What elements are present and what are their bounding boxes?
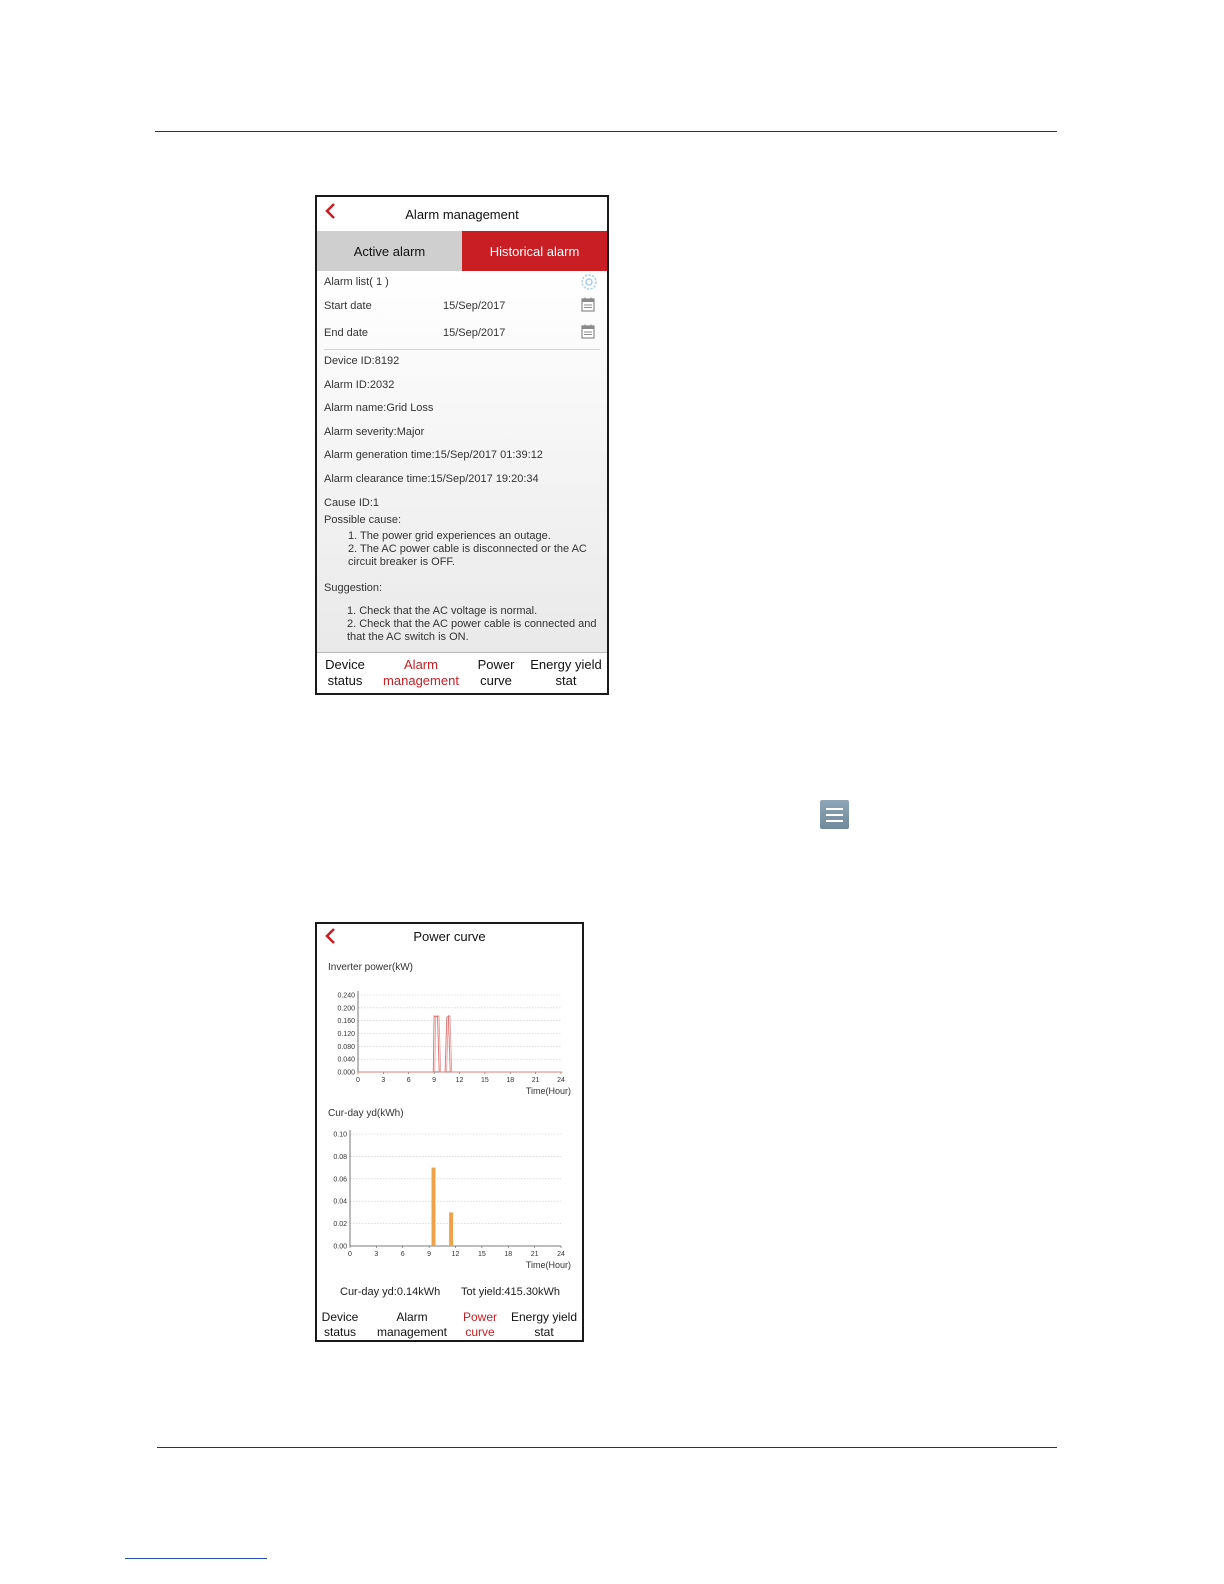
end-date-label: End date: [324, 327, 369, 339]
nav-energy-yield-stat[interactable]: [509, 1310, 579, 1340]
x-tick-label: 21: [530, 1251, 539, 1258]
menu-line: [826, 814, 843, 816]
header-rule: [155, 131, 1057, 132]
nav-label: Energy yield: [510, 1310, 578, 1324]
y-tick-label: 0.240: [337, 992, 355, 1000]
x-tick-label: 15: [480, 1077, 489, 1084]
nav-power-curve[interactable]: [459, 1310, 501, 1340]
nav-label: Device: [325, 657, 365, 672]
nav-label: curve: [480, 673, 512, 688]
tab-active-alarm[interactable]: Active alarm: [317, 231, 462, 271]
alarm-generation-time: Alarm generation time:15/Sep/2017 01:39:12: [324, 449, 543, 461]
x-tick-label: 12: [451, 1251, 460, 1258]
footer-link-underline: [125, 1558, 267, 1559]
y-tick-label: 0.08: [333, 1153, 347, 1161]
nav-alarm-management[interactable]: [375, 1310, 449, 1340]
x-axis-title: Time(Hour): [525, 1260, 571, 1270]
suggestion-1: 1. Check that the AC voltage is normal.: [347, 605, 538, 617]
end-date-value[interactable]: 15/Sep/2017: [443, 327, 506, 339]
alarm-name: Alarm name:Grid Loss: [324, 402, 434, 414]
x-tick-label: 3: [381, 1077, 386, 1084]
nav-label: curve: [465, 1325, 495, 1339]
x-axis-title: Time(Hour): [525, 1086, 571, 1096]
possible-cause-1: 1. The power grid experiences an outage.: [348, 530, 551, 542]
y-tick-label: 0.04: [333, 1198, 347, 1206]
nav-label: status: [327, 673, 363, 688]
bottom-nav: [317, 1306, 582, 1340]
x-tick-label: 6: [400, 1251, 405, 1258]
alarm-severity: Alarm severity:Major: [324, 426, 425, 438]
menu-line: [826, 820, 843, 822]
nav-label: management: [383, 673, 459, 688]
y-tick-label: 0.00: [333, 1243, 347, 1251]
inverter-power-line: [360, 1016, 563, 1072]
nav-label: Power: [477, 657, 515, 672]
x-tick-label: 12: [455, 1077, 464, 1084]
menu-icon: [820, 800, 849, 829]
x-tick-label: 9: [432, 1077, 437, 1084]
tab-historical-alarm[interactable]: Historical alarm: [462, 231, 607, 271]
y-tick-label: 0.200: [337, 1005, 355, 1013]
y-tick-label: 0.040: [337, 1056, 355, 1064]
suggestion-label: Suggestion:: [324, 582, 383, 594]
alarm-list-label: Alarm list( 1 ): [324, 276, 389, 288]
x-tick-label: 6: [406, 1077, 411, 1084]
possible-cause-2: 2. The AC power cable is disconnected or the AC circuit breaker is OFF.: [348, 543, 587, 568]
footer-rule: [157, 1447, 1057, 1448]
alarm-management-screenshot: [315, 195, 609, 695]
nav-alarm-management[interactable]: [381, 657, 461, 689]
bottom-nav: [317, 652, 607, 693]
calendar-icon[interactable]: [581, 324, 595, 339]
calendar-icon[interactable]: [581, 297, 595, 312]
alarm-id: Alarm ID:2032: [324, 379, 395, 391]
x-tick-label: 15: [477, 1251, 486, 1258]
x-tick-label: 18: [506, 1077, 515, 1084]
y-tick-label: 0.06: [333, 1176, 347, 1184]
alarm-tabs: [317, 231, 607, 271]
inverter-power-line: [358, 1016, 561, 1072]
power-charts: [317, 924, 582, 1340]
possible-cause-label: Possible cause:: [324, 514, 402, 526]
inverter-power-title: Inverter power(kW): [328, 962, 414, 973]
x-tick-label: 24: [557, 1077, 565, 1084]
yield-bar: [432, 1168, 436, 1246]
alarm-content: [317, 271, 607, 653]
nav-device-status[interactable]: [318, 1310, 362, 1340]
settings-gear-icon[interactable]: [580, 273, 598, 291]
nav-label: Alarm: [404, 657, 438, 672]
nav-label: stat: [555, 673, 577, 688]
x-tick-label: 9: [427, 1251, 432, 1258]
y-tick-label: 0.160: [337, 1018, 355, 1026]
x-tick-label: 24: [557, 1251, 565, 1258]
nav-label: status: [323, 1325, 356, 1339]
title-bar: [317, 197, 607, 231]
y-tick-label: 0.10: [333, 1131, 347, 1139]
alarm-clearance-time: Alarm clearance time:15/Sep/2017 19:20:34: [324, 473, 539, 485]
device-id: Device ID:8192: [324, 355, 400, 367]
x-tick-label: 3: [374, 1251, 379, 1258]
x-tick-label: 0: [356, 1077, 360, 1084]
nav-label: management: [376, 1325, 448, 1339]
x-tick-label: 0: [348, 1251, 352, 1258]
y-tick-label: 0.080: [337, 1043, 355, 1051]
x-tick-label: 21: [531, 1077, 540, 1084]
nav-label: Power: [462, 1310, 497, 1324]
power-curve-screenshot: [315, 922, 584, 1342]
nav-power-curve[interactable]: [472, 657, 520, 689]
divider: [324, 349, 600, 350]
page-title: Alarm management: [405, 207, 519, 222]
start-date-label: Start date: [324, 300, 372, 312]
nav-device-status[interactable]: [320, 657, 370, 689]
nav-energy-yield-stat[interactable]: [527, 657, 605, 689]
y-tick-label: 0.02: [333, 1221, 347, 1229]
nav-label: Device: [321, 1310, 359, 1324]
y-tick-label: 0.120: [337, 1031, 355, 1038]
suggestion-2: 2. Check that the AC power cable is connected and that the AC switch is ON.: [347, 618, 597, 643]
x-tick-label: 18: [504, 1251, 513, 1258]
nav-label: Alarm: [396, 1310, 428, 1324]
cause-id: Cause ID:1: [324, 497, 380, 509]
menu-line: [826, 808, 843, 810]
nav-label: stat: [534, 1325, 554, 1339]
page-title: Power curve: [413, 929, 486, 944]
cur-day-yield-summary: Cur-day yd:0.14kWh: [340, 1286, 441, 1298]
total-yield-summary: Tot yield:415.30kWh: [461, 1286, 561, 1298]
nav-label: Energy yield: [530, 657, 602, 672]
yield-bar: [449, 1212, 453, 1246]
cur-day-yield-title: Cur-day yd(kWh): [328, 1108, 404, 1119]
start-date-value[interactable]: 15/Sep/2017: [443, 300, 506, 312]
y-tick-label: 0.000: [337, 1069, 355, 1077]
